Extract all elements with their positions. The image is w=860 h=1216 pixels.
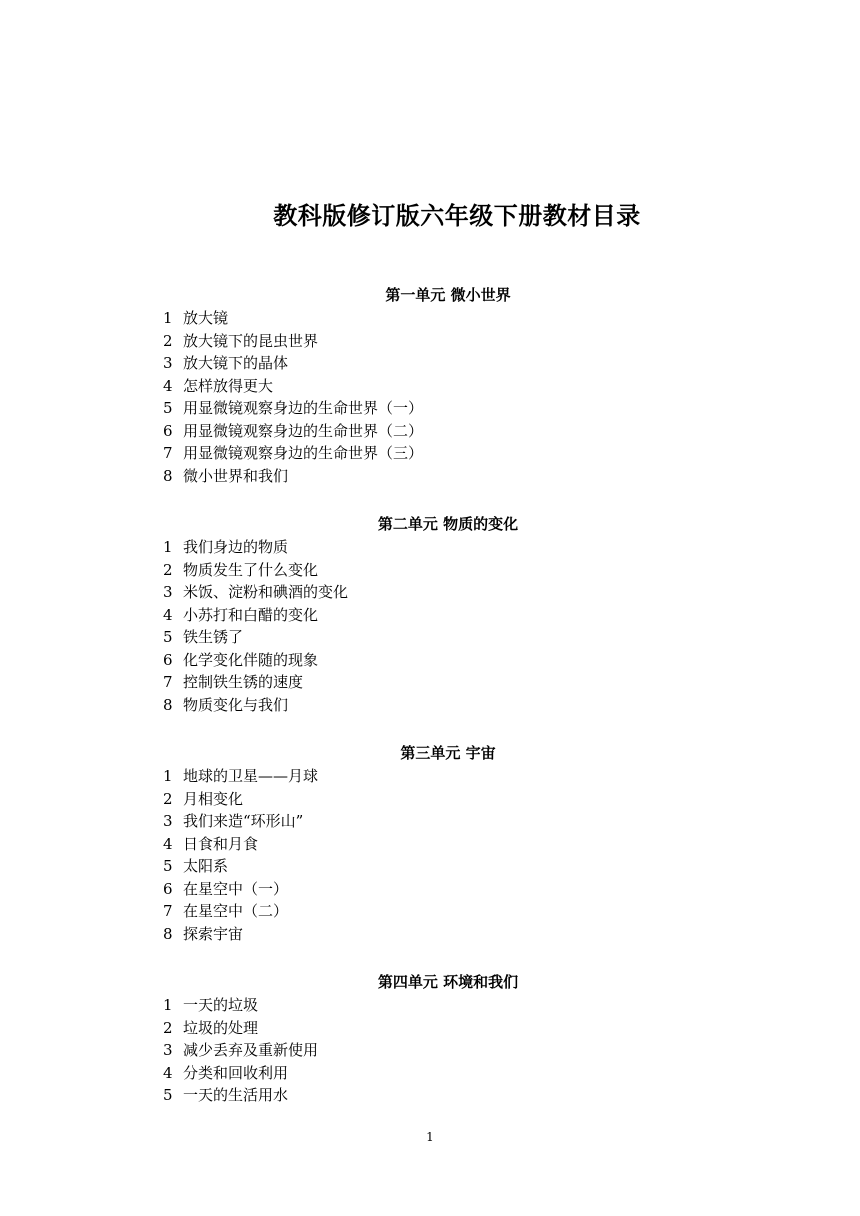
lesson-title: 我们身边的物质 xyxy=(183,538,289,556)
list-item xyxy=(163,855,733,878)
lesson-title: 在星空中（二） xyxy=(183,902,289,920)
unit-section xyxy=(163,512,733,716)
list-item xyxy=(163,442,733,465)
lesson-title: 米饭、淀粉和碘酒的变化 xyxy=(183,583,349,601)
lesson-list xyxy=(163,765,733,945)
list-item xyxy=(163,649,733,672)
list-item xyxy=(163,536,733,559)
list-item xyxy=(163,559,733,582)
lesson-title: 用显微镜观察身边的生命世界（二） xyxy=(183,421,424,440)
lesson-number: 7 xyxy=(163,444,173,462)
table-of-contents xyxy=(163,283,733,1132)
lesson-title: 月相变化 xyxy=(183,789,244,808)
lesson-number: 3 xyxy=(163,583,173,601)
unit-section xyxy=(163,283,733,487)
lesson-number: 2 xyxy=(163,789,173,808)
list-item xyxy=(163,671,733,694)
lesson-title: 放大镜下的昆虫世界 xyxy=(183,331,319,350)
unit-section xyxy=(163,741,733,945)
lesson-number: 5 xyxy=(163,399,173,417)
unit-heading: 第二单元 物质的变化 xyxy=(377,515,519,533)
lesson-title: 日食和月食 xyxy=(183,834,259,853)
lesson-title: 一天的垃圾 xyxy=(183,996,259,1014)
list-item xyxy=(163,694,733,717)
unit-heading: 第一单元 微小世界 xyxy=(385,286,511,304)
list-item xyxy=(163,994,733,1017)
lesson-list xyxy=(163,307,733,487)
lesson-number: 5 xyxy=(163,857,173,875)
lesson-title: 微小世界和我们 xyxy=(183,466,289,485)
list-item xyxy=(163,1062,733,1085)
lesson-number: 3 xyxy=(163,812,173,830)
list-item xyxy=(163,878,733,901)
lesson-title: 放大镜 xyxy=(183,309,229,327)
lesson-number: 2 xyxy=(163,560,173,579)
lesson-title: 小苏打和白醋的变化 xyxy=(183,605,319,624)
list-item xyxy=(163,420,733,443)
lesson-number: 8 xyxy=(163,466,173,485)
lesson-number: 4 xyxy=(163,834,173,853)
lesson-number: 1 xyxy=(163,767,173,785)
lesson-number: 6 xyxy=(163,421,173,440)
list-item xyxy=(163,307,733,330)
lesson-title: 垃圾的处理 xyxy=(183,1018,259,1037)
lesson-number: 1 xyxy=(163,309,173,327)
lesson-title: 物质变化与我们 xyxy=(183,695,289,714)
lesson-number: 6 xyxy=(163,650,173,669)
lesson-number: 4 xyxy=(163,1063,173,1082)
lesson-number: 7 xyxy=(163,673,173,691)
lesson-number: 4 xyxy=(163,376,173,395)
lesson-title: 化学变化伴随的现象 xyxy=(183,650,319,669)
list-item xyxy=(163,833,733,856)
lesson-number: 5 xyxy=(163,1086,173,1104)
page-number: 1 xyxy=(426,1130,434,1144)
lesson-title: 探索宇宙 xyxy=(183,924,244,943)
lesson-list xyxy=(163,994,733,1107)
page-title: 教科版修订版六年级下册教材目录 xyxy=(273,202,641,230)
lesson-title: 怎样放得更大 xyxy=(183,376,274,395)
lesson-title: 分类和回收利用 xyxy=(183,1063,289,1082)
lesson-number: 6 xyxy=(163,879,173,898)
list-item xyxy=(163,581,733,604)
lesson-title: 放大镜下的晶体 xyxy=(183,354,289,372)
unit-section xyxy=(163,970,733,1107)
lesson-title: 太阳系 xyxy=(183,857,229,875)
list-item xyxy=(163,923,733,946)
lesson-number: 3 xyxy=(163,1041,173,1059)
list-item xyxy=(163,1017,733,1040)
lesson-title: 我们来造“环形山” xyxy=(183,812,304,830)
list-item xyxy=(163,1084,733,1107)
list-item xyxy=(163,375,733,398)
lesson-number: 7 xyxy=(163,902,173,920)
lesson-title: 铁生锈了 xyxy=(183,628,244,646)
list-item xyxy=(163,765,733,788)
lesson-title: 用显微镜观察身边的生命世界（一） xyxy=(183,399,424,417)
lesson-number: 1 xyxy=(163,996,173,1014)
lesson-list xyxy=(163,536,733,716)
list-item xyxy=(163,626,733,649)
lesson-number: 2 xyxy=(163,1018,173,1037)
list-item xyxy=(163,1039,733,1062)
lesson-number: 8 xyxy=(163,695,173,714)
lesson-number: 3 xyxy=(163,354,173,372)
lesson-number: 1 xyxy=(163,538,173,556)
lesson-number: 8 xyxy=(163,924,173,943)
lesson-title: 一天的生活用水 xyxy=(183,1086,289,1104)
lesson-title: 在星空中（一） xyxy=(183,879,289,898)
lesson-title: 减少丢弃及重新使用 xyxy=(183,1041,319,1059)
lesson-number: 5 xyxy=(163,628,173,646)
lesson-title: 物质发生了什么变化 xyxy=(183,560,319,579)
list-item xyxy=(163,352,733,375)
list-item xyxy=(163,900,733,923)
lesson-number: 4 xyxy=(163,605,173,624)
list-item xyxy=(163,465,733,488)
lesson-number: 2 xyxy=(163,331,173,350)
list-item xyxy=(163,397,733,420)
lesson-title: 用显微镜观察身边的生命世界（三） xyxy=(183,444,424,462)
list-item xyxy=(163,788,733,811)
unit-heading: 第四单元 环境和我们 xyxy=(377,973,519,991)
unit-heading: 第三单元 宇宙 xyxy=(400,744,496,762)
list-item xyxy=(163,810,733,833)
list-item xyxy=(163,604,733,627)
lesson-title: 地球的卫星——月球 xyxy=(183,767,319,785)
list-item xyxy=(163,330,733,353)
lesson-title: 控制铁生锈的速度 xyxy=(183,673,304,691)
